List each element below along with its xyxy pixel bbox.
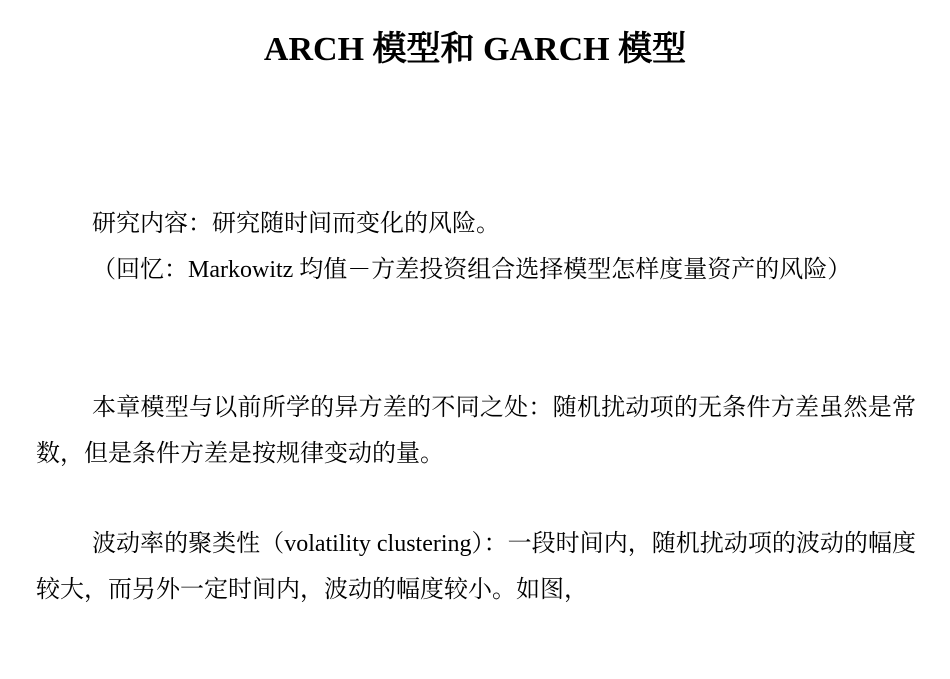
paragraph-research-content: 研究内容：研究随时间而变化的风险。 — [92, 211, 500, 237]
paragraph-model-difference: 本章模型与以前所学的异方差的不同之处：随机扰动项的无条件方差虽然是常数，但是条件方差是按规律变动的量。 — [36, 395, 916, 467]
paragraph-volatility-clustering: 波动率的聚类性（volatility clustering）：一段时间内，随机扰动项的波动的幅度较大，而另外一定时间内，波动的幅度较小。如图， — [36, 531, 916, 603]
document-title: ARCH 模型和 GARCH 模型 — [263, 31, 687, 68]
paragraph-recall-markowitz: （回忆：Markowitz 均值－方差投资组合选择模型怎样度量资产的风险） — [92, 257, 852, 283]
